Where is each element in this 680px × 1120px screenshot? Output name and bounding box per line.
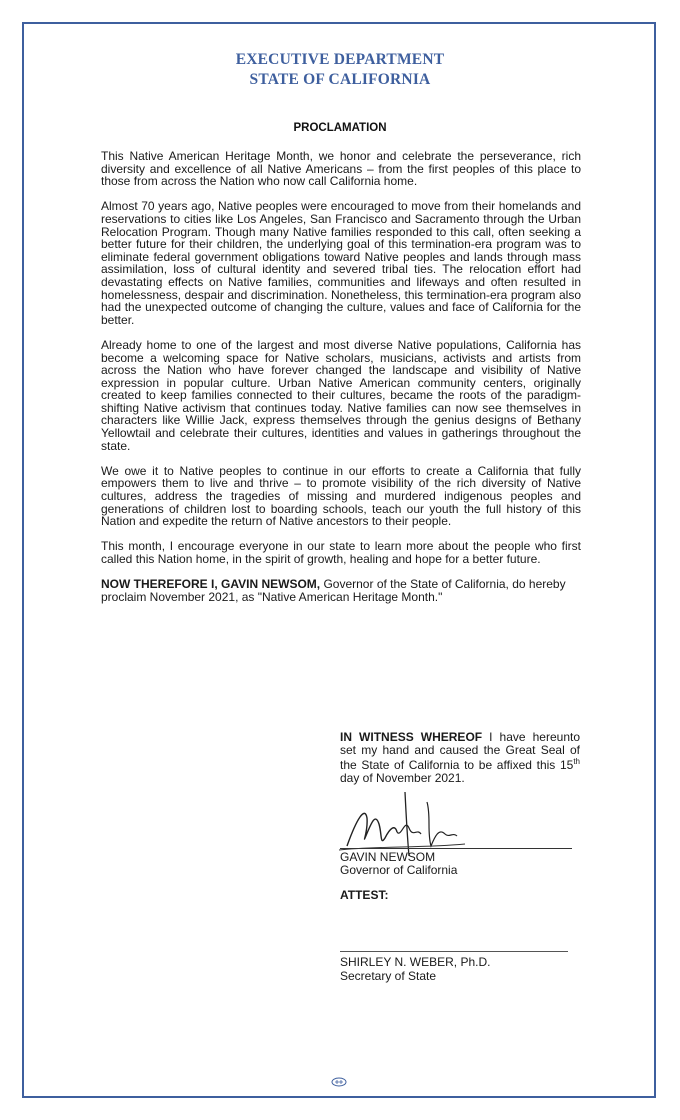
- witness-lead: IN WITNESS WHEREOF: [340, 730, 483, 744]
- proclamation-statement: [101, 578, 581, 603]
- witness-text-after: day of November 2021.: [340, 770, 465, 785]
- paragraph-3: Already home to one of the largest and most diverse Native populations, California has become a welcoming space for Native scholars, musicians, activists and artists from across the Nation who have forever changed the landscape and visibility of Native expression in popular culture. Urban Native American community centers, originally created to keep families connected to their cultures, became the roots of the paradigm-shifting Native activism that continues today. Native families can now see themselves in characters like Willie Jack, express themselves through the genius designs of Bethany Yellowtail and celebrate their cultures, identities and values in gatherings throughout the state.: [101, 337, 581, 453]
- paragraph-2: Almost 70 years ago, Native peoples were encouraged to move from their homelands and reservations to cities like Los Angeles, San Francisco and Sacramento through the Urban Relocation Program. Though many Native families responded to this call, often seeking a better future for their children, the underlying goal of this termination-era program was to eliminate federal government obligations toward Native peoples and lands through mass assimilation, loss of cultural identity and severed tribal ties. The relocation effort had devastating effects on Native families, communities and lifeways and often resulted in homelessness, despair and discrimination. Nonetheless, this termination-era program also had the unexpected outcome of changing the culture, values and face of California for the better.: [101, 199, 581, 327]
- printer-mark-icon: [331, 1077, 347, 1087]
- governor-name: GAVIN NEWSOM: [340, 850, 436, 864]
- letterhead-line-2: STATE OF CALIFORNIA: [249, 71, 431, 88]
- governor-signature-line: [340, 848, 572, 849]
- document-title: PROCLAMATION: [293, 122, 387, 134]
- proclamation-lead: NOW THEREFORE I, GAVIN NEWSOM,: [101, 577, 321, 592]
- letterhead-line-1: EXECUTIVE DEPARTMENT: [235, 51, 445, 68]
- proclamation-body: [101, 150, 581, 616]
- witness-clause: [340, 731, 580, 784]
- witness-day-suffix: th: [573, 757, 580, 767]
- paragraph-4: We owe it to Native peoples to continue in our efforts to create a California that fully empowers them to live and thrive – to promote visibility of the rich diversity of Native cultures, address the tragedies of missing and murdered indigenous peoples and generations of children lost to boarding schools, teach our youth the full history of this Nation and expedite the return of Native ancestors to their people.: [101, 463, 581, 529]
- paragraph-1: This Native American Heritage Month, we honor and celebrate the perseverance, rich diversity and excellence of all Native Americans – from the first peoples of this place to those from across the Nation who now call California home.: [101, 149, 581, 189]
- secretary-name: SHIRLEY N. WEBER, Ph.D.: [340, 955, 491, 969]
- secretary-title: Secretary of State: [340, 969, 437, 983]
- governor-title: Governor of California: [340, 863, 458, 877]
- proclamation-rest: Governor of the State of California, do hereby proclaim November 2021, as "Native American Heritage Month.": [101, 577, 566, 604]
- paragraph-5: This month, I encourage everyone in our state to learn more about the people who first called this Nation home, in the spirit of growth, healing and hope for a better future.: [101, 539, 581, 566]
- witness-text-before: I have hereunto set my hand and caused the Great Seal of the State of California to be affixed this 15: [340, 730, 580, 773]
- secretary-signature-line: [340, 951, 568, 952]
- attest-label: ATTEST:: [340, 888, 389, 902]
